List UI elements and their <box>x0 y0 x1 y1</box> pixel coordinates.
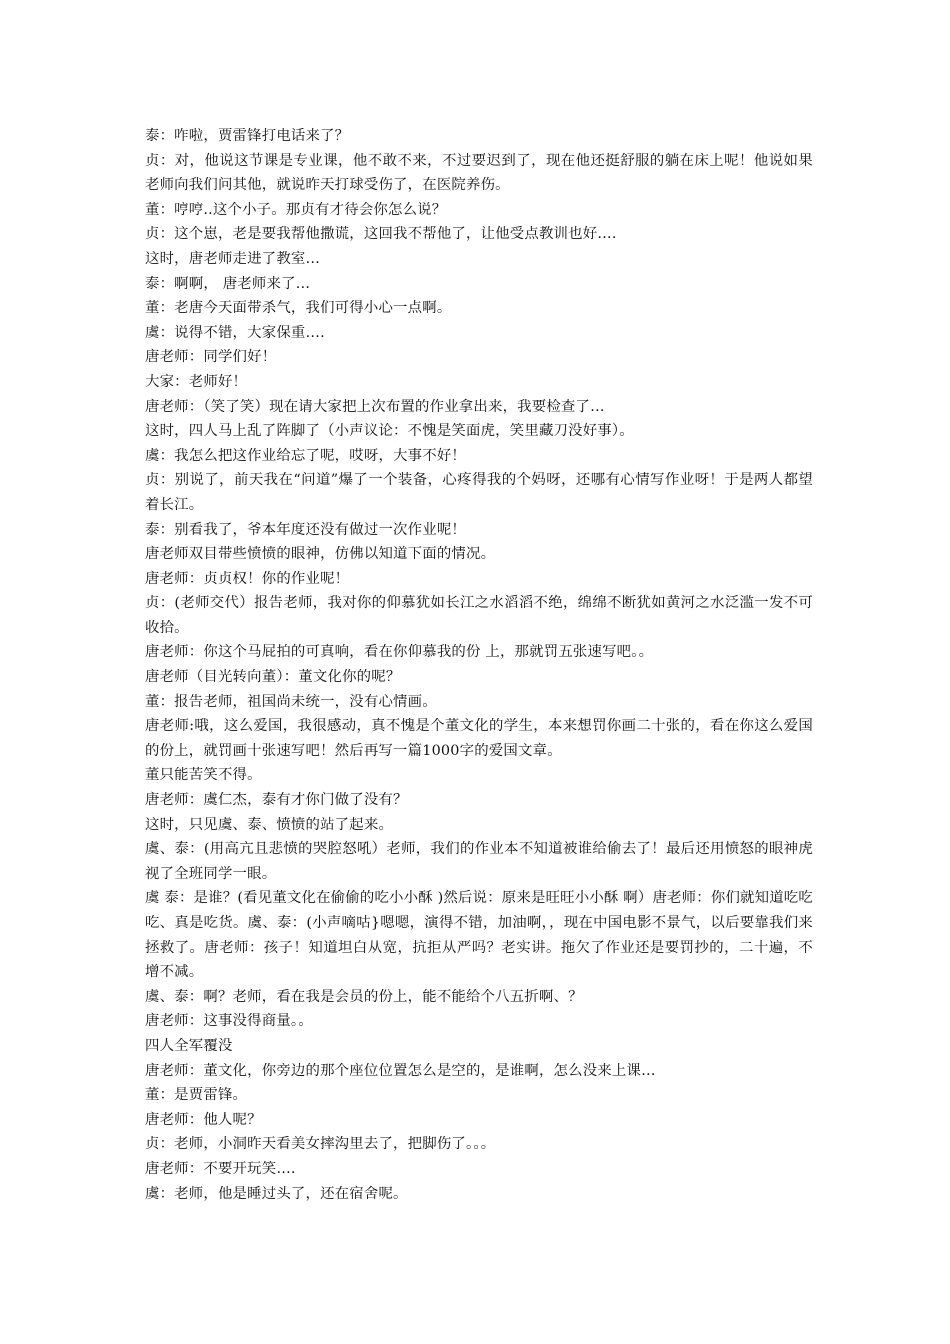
text-line: 贞：别说了，前天我在“问道”爆了一个装备，心疼得我的个妈呀，还哪有心情写作业呀！于是两人都望着长江。 <box>145 472 813 513</box>
text-line: 虞：我怎么把这作业给忘了呢，哎呀，大事不好！ <box>145 447 466 464</box>
text-line: 唐老师：这事没得商量。。 <box>145 1013 313 1030</box>
document-body <box>145 124 813 1206</box>
text-line: 泰：咋啦，贾雷锋打电话来了？ <box>145 128 350 144</box>
text-line: 唐老师：不要开玩笑…. <box>145 1160 296 1177</box>
text-line: 这时，唐老师走进了教室… <box>145 250 321 267</box>
text-line: 虞：老师，他是睡过头了，还在宿舍呢。 <box>145 1185 408 1202</box>
text-line: 董：哼哼..这个小子。那贞有才待会你怎么说？ <box>145 201 447 218</box>
text-line: 贞：(老师交代）报告老师，我对你的仰慕犹如长江之水滔滔不绝，绵绵不断犹如黄河之水泛滥一发不可收拾。 <box>145 595 813 636</box>
text-line: 董只能苦笑不得。 <box>145 767 262 784</box>
text-line: 唐老师：贞贞权！你的作业呢！ <box>145 570 350 587</box>
text-line: 唐老师：同学们好！ <box>145 349 277 366</box>
text-line: 唐老师:哦，这么爱国，我很感动，真不愧是个董文化的学生，本来想罚你画二十张的，看在你这么爱国的份上，就罚画十张速写吧！然后再写一篇1000字的爱国文章。 <box>145 718 813 759</box>
text-line: 四人全军覆没 <box>145 1037 233 1054</box>
text-line: 唐老师：（笑了笑）现在请大家把上次布置的作业拿出来，我要检查了… <box>145 398 605 415</box>
text-line: 虞、泰：啊？老师，看在我是会员的份上，能不能给个八五折啊、？ <box>145 988 583 1005</box>
text-line: 唐老师：董文化，你旁边的那个座位位置怎么是空的，是谁啊，怎么没来上课… <box>145 1062 656 1079</box>
text-line: 董：报告老师，祖国尚未统一，没有心情画。 <box>145 693 437 710</box>
text-line: 这时，四人马上乱了阵脚了（小声议论：不愧是笑面虎，笑里藏刀没好事）。 <box>145 423 634 440</box>
text-line: 唐老师（目光转向董）：董文化你的呢？ <box>145 669 401 686</box>
text-line: 泰：别看我了，爷本年度还没有做过一次作业呢！ <box>145 521 466 538</box>
text-line: 虞：说得不错，大家保重…. <box>145 324 325 341</box>
text-line: 贞：对，他说这节课是专业课，他不敢不来，不过要迟到了，现在他还挺舒服的躺在床上呢！他说如果老师向我们问其他，就说昨天打球受伤了，在医院养伤。 <box>145 152 813 194</box>
text-line: 贞：这个崽，老是要我帮他撒谎，这回我不帮他了，让他受点教训也好…. <box>145 226 617 243</box>
text-line: 贞：老师，小洞昨天看美女摔沟里去了，把脚伤了。。。 <box>145 1136 496 1153</box>
text-line: 唐老师：你这个马屁拍的可真响，看在你仰慕我的份 上，那就罚五张速写吧。。 <box>145 644 654 661</box>
text-line: 泰：啊啊， 唐老师来了… <box>145 275 311 292</box>
text-line: 大家：老师好！ <box>145 373 248 390</box>
text-line: 董：老唐今天面带杀气，我们可得小心一点啊。 <box>145 300 452 317</box>
text-line: 这时，只见虞、泰、愤愤的站了起来。 <box>145 816 394 833</box>
text-line: 唐老师双目带些愤愤的眼神，仿佛以知道下面的情况。 <box>145 546 496 563</box>
text-line: 董：是贾雷锋。 <box>145 1087 248 1104</box>
text-line: 唐老师：他人呢？ <box>145 1111 262 1128</box>
text-line: 虞、泰：(用高亢且悲愤的哭腔怒吼）老师，我们的作业本不知道被谁给偷去了！最后还用愤怒的眼神虎视了全班同学一眼。 <box>145 841 813 882</box>
text-line: 唐老师：虞仁杰，泰有才你门做了没有？ <box>145 792 408 809</box>
text-line: 虞 泰：是谁？(看见董文化在偷偷的吃小小酥 )然后说：原来是旺旺小小酥 啊）唐老师：你们就知道吃吃吃、真是吃货。虞、泰：(小声嘀咕}嗯嗯，演得不错，加油啊，，现在中国电影不景气，以后要靠我们来拯救了。唐老师：孩子！知道坦白从宽，抗拒从严吗？老实讲。拖欠了作业还是要罚抄的，二十遍，不增不减。 <box>145 890 813 981</box>
